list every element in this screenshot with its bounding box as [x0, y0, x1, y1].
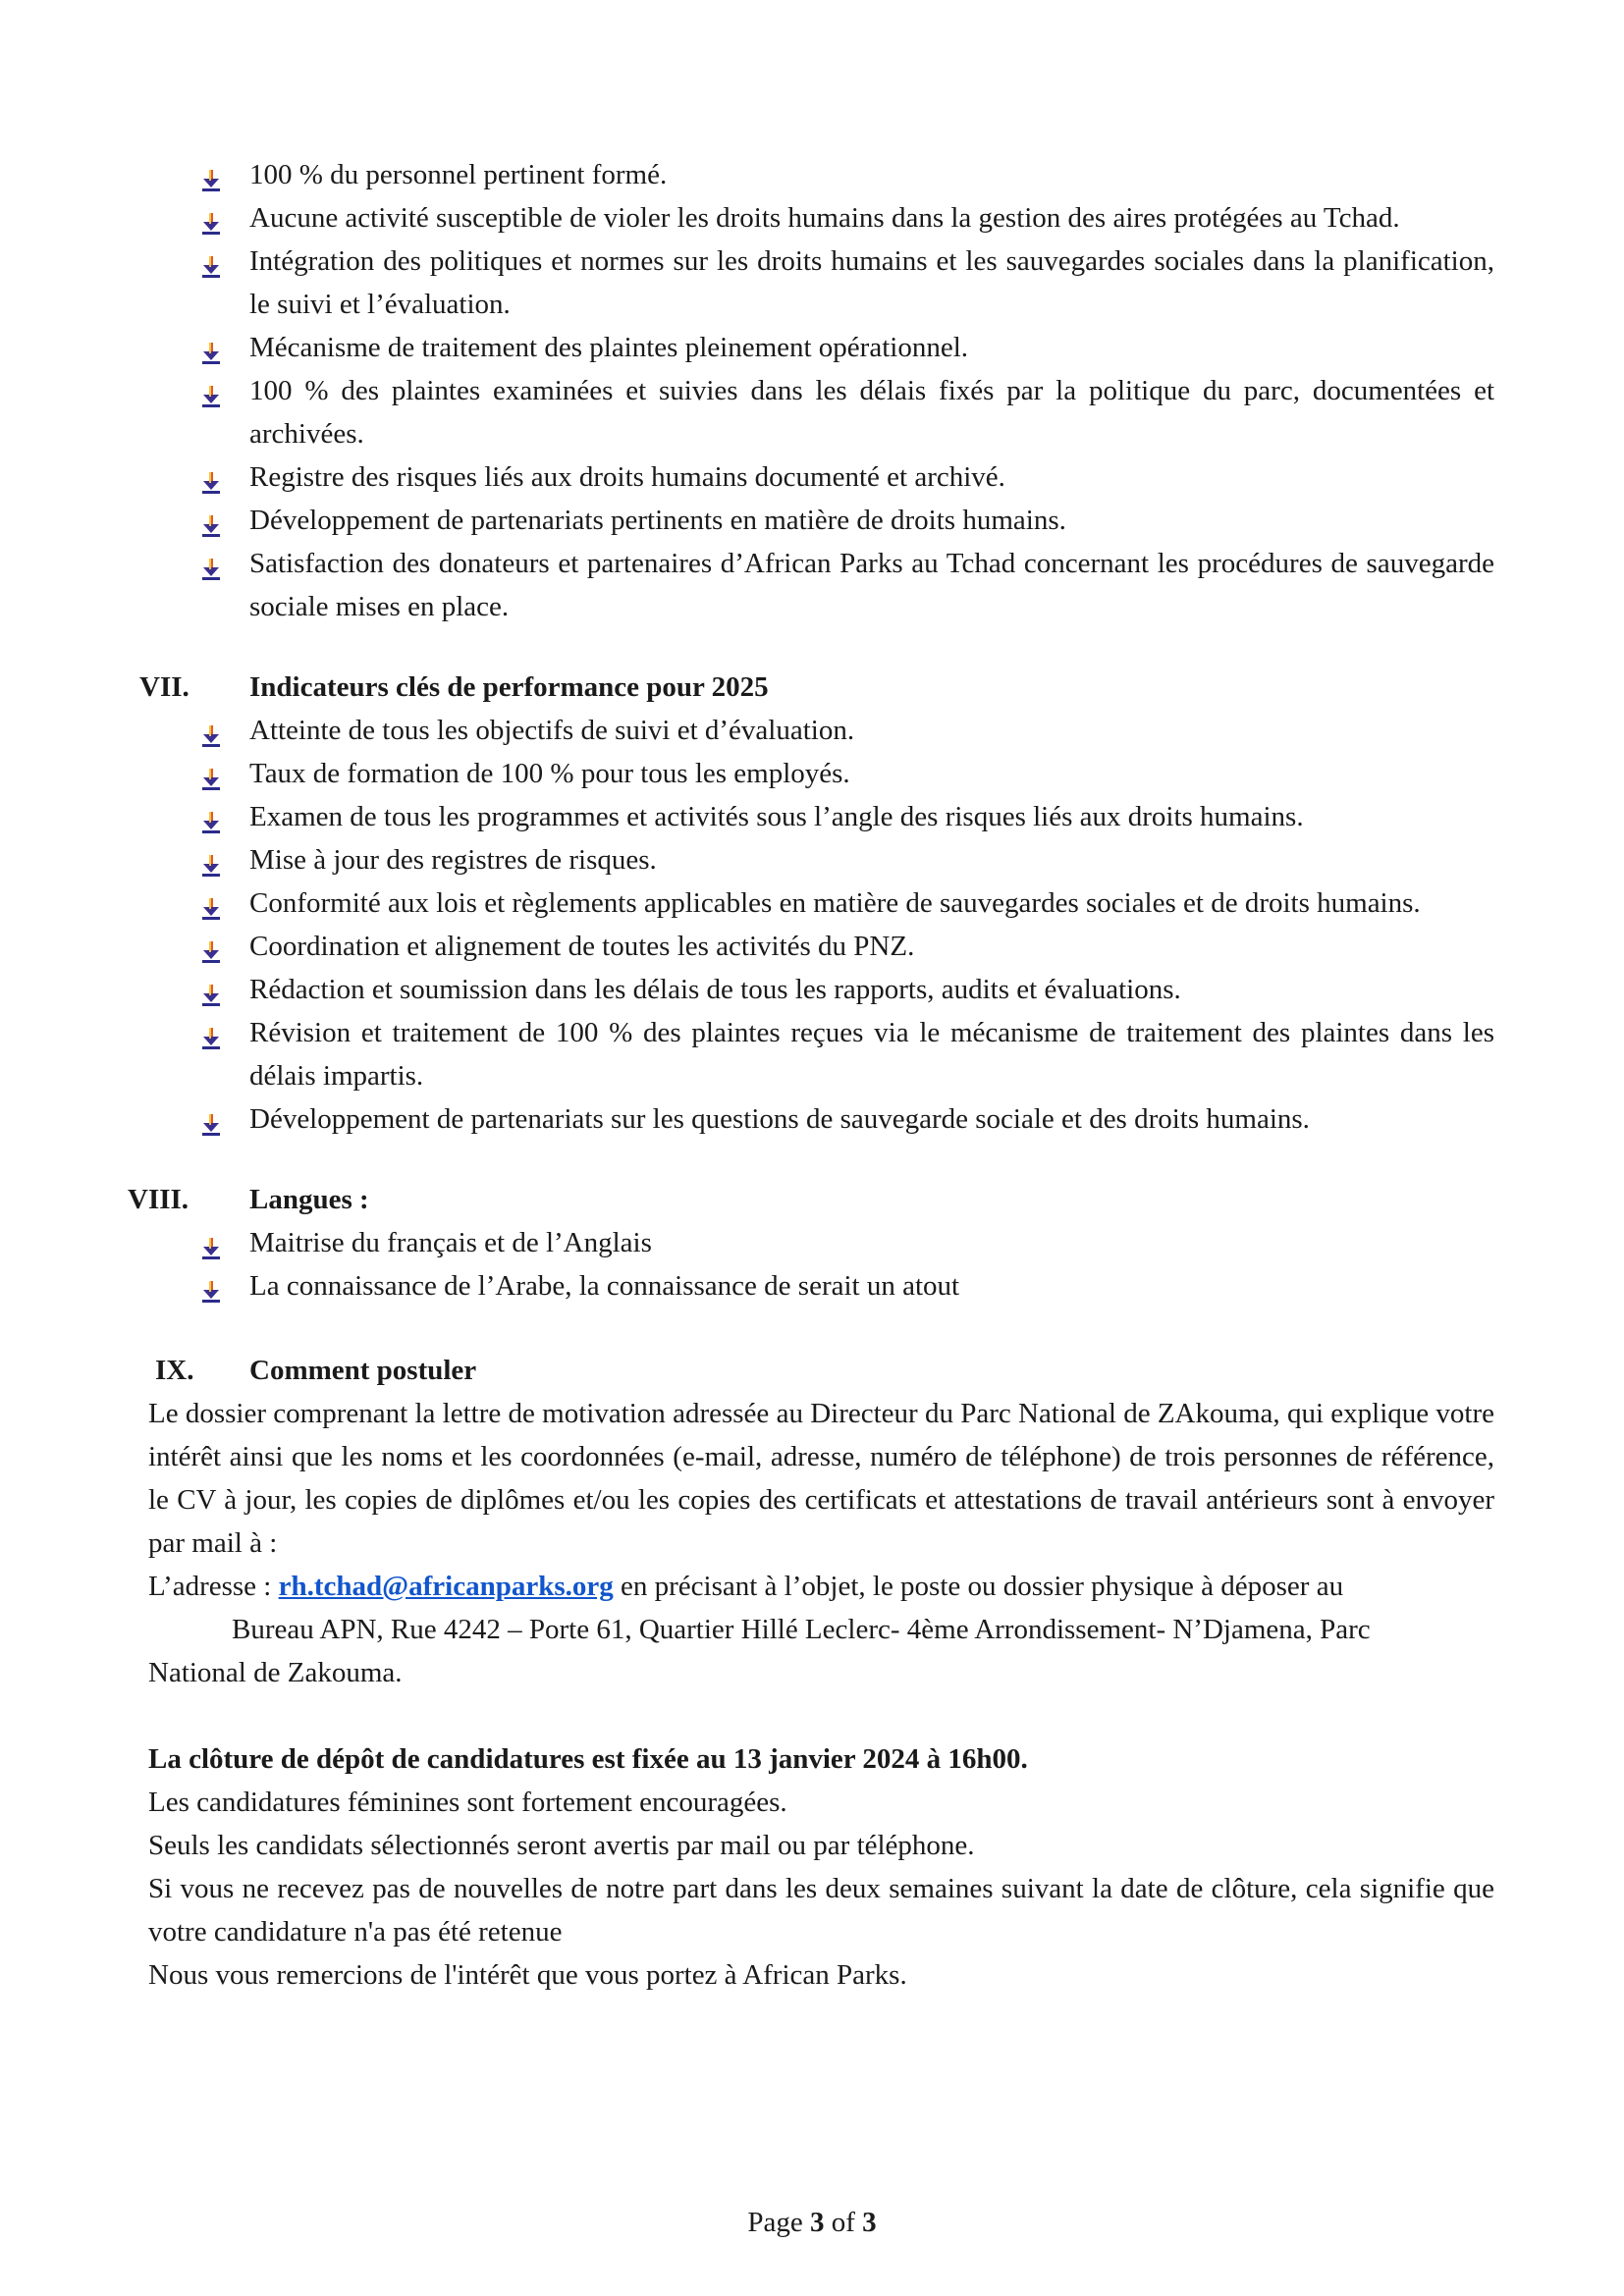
bullet-item: [200, 838, 1494, 881]
section-viii-heading: [0, 1178, 1624, 1221]
arrow-down-bullet-icon: [200, 847, 222, 871]
bullet-item: [200, 326, 1494, 369]
bullet-item: [200, 968, 1494, 1011]
page-word: Page: [747, 2207, 803, 2238]
women-encouraged-note: Les candidatures féminines sont fortement encouragées.: [148, 1787, 787, 1818]
section-title: Langues :: [249, 1184, 369, 1215]
section-viii-bullet-list: [200, 1221, 1494, 1308]
bullet-text: Développement de partenariats sur les questions de sauvegarde sociale et des droits humains.: [249, 1103, 1310, 1135]
page-footer: [0, 2203, 1624, 2242]
current-page-number: 3: [809, 2207, 825, 2238]
total-pages-number: 3: [862, 2207, 877, 2238]
section-number: VIII.: [128, 1184, 189, 1215]
arrow-down-bullet-icon: [200, 1230, 222, 1254]
no-news-note: Si vous ne recevez pas de nouvelles de notre part dans les deux semaines suivant la date de clôture, cela signifie que votre candidature n'a pas été retenue: [148, 1873, 1494, 1948]
bullet-text: 100 % des plaintes examinées et suivies dans les délais fixés par la politique du parc, documentées et archivées.: [249, 375, 1494, 450]
bullet-item: [200, 499, 1494, 542]
bullet-text: Registre des risques liés aux droits humains documenté et archivé.: [249, 461, 1005, 493]
bullet-text: La connaissance de l’Arabe, la connaissance de serait un atout: [249, 1270, 960, 1302]
section-number: IX.: [155, 1355, 194, 1386]
arrow-down-bullet-icon: [200, 1020, 222, 1043]
bullet-text: Maitrise du français et de l’Anglais: [249, 1227, 652, 1258]
bullet-text: Taux de formation de 100 % pour tous les employés.: [249, 758, 850, 789]
arrow-down-bullet-icon: [200, 977, 222, 1000]
bullet-item: [200, 1264, 1494, 1308]
bullet-item: [200, 1011, 1494, 1097]
bullet-item: [200, 1097, 1494, 1141]
bullet-text: Mécanisme de traitement des plaintes pleinement opérationnel.: [249, 332, 968, 363]
bullet-item: [200, 153, 1494, 196]
bullet-item: [200, 196, 1494, 240]
address-line: [148, 1565, 1343, 1608]
section-ix-heading: [0, 1349, 1624, 1392]
arrow-down-bullet-icon: [200, 1273, 222, 1297]
bullet-item: [200, 925, 1494, 968]
arrow-down-bullet-icon: [200, 378, 222, 401]
arrow-down-bullet-icon: [200, 507, 222, 531]
section-title: Indicateurs clés de performance pour 2025: [249, 671, 769, 703]
arrow-down-bullet-icon: [200, 335, 222, 358]
arrow-down-bullet-icon: [200, 804, 222, 828]
bullet-text: Rédaction et soumission dans les délais de tous les rapports, audits et évaluations.: [249, 974, 1181, 1005]
bullet-item: [200, 542, 1494, 628]
address-after-text: en précisant à l’objet, le poste ou dossier physique à déposer au: [613, 1571, 1344, 1602]
section-title: Comment postuler: [249, 1355, 477, 1386]
of-word: of: [831, 2207, 855, 2238]
arrow-down-bullet-icon: [200, 934, 222, 957]
selected-candidates-note: Seuls les candidats sélectionnés seront avertis par mail ou par téléphone.: [148, 1830, 975, 1861]
address-label: L’adresse :: [148, 1571, 272, 1602]
arrow-down-bullet-icon: [200, 248, 222, 272]
bullet-text: 100 % du personnel pertinent formé.: [249, 159, 668, 190]
section-vii-bullet-list: [200, 709, 1494, 1141]
bullet-item: [200, 240, 1494, 326]
office-address-line-2: National de Zakouma.: [148, 1657, 403, 1688]
arrow-down-bullet-icon: [200, 718, 222, 741]
arrow-down-bullet-icon: [200, 890, 222, 914]
bullet-item: [200, 752, 1494, 795]
section-vii-heading: [0, 666, 1624, 709]
bullet-item: [200, 709, 1494, 752]
arrow-down-bullet-icon: [200, 551, 222, 574]
thank-you-note: Nous vous remercions de l'intérêt que vous portez à African Parks.: [148, 1959, 907, 1991]
bullet-text: Intégration des politiques et normes sur les droits humains et les sauvegardes sociales dans la planification, le suivi et l’évaluation.: [249, 245, 1494, 320]
bullet-text: Atteinte de tous les objectifs de suivi et d’évaluation.: [249, 715, 855, 746]
arrow-down-bullet-icon: [200, 1106, 222, 1130]
section-vi-bullet-list: [200, 153, 1494, 628]
bullet-text: Conformité aux lois et règlements applicables en matière de sauvegardes sociales et de droits humains.: [249, 887, 1421, 919]
bullet-text: Aucune activité susceptible de violer les droits humains dans la gestion des aires protégées au Tchad.: [249, 202, 1400, 234]
bullet-text: Développement de partenariats pertinents en matière de droits humains.: [249, 505, 1066, 536]
bullet-text: Examen de tous les programmes et activités sous l’angle des risques liés aux droits humains.: [249, 801, 1304, 832]
bullet-item: [200, 881, 1494, 925]
arrow-down-bullet-icon: [200, 464, 222, 488]
bullet-item: [200, 369, 1494, 455]
section-number: VII.: [139, 671, 189, 703]
application-instructions: Le dossier comprenant la lettre de motivation adressée au Directeur du Parc National de ZAkouma, qui explique votre intérêt ainsi que les noms et les coordonnées (e-mail, adresse, numéro de téléphone) de trois personnes de référence, le CV à jour, les copies de diplômes et/ou les copies des certificats et attestations de travail antérieurs sont à envoyer par mail à :: [148, 1398, 1494, 1559]
bullet-text: Satisfaction des donateurs et partenaires d’African Parks au Tchad concernant les procédures de sauvegarde sociale mises en place.: [249, 548, 1494, 622]
bullet-text: Mise à jour des registres de risques.: [249, 844, 657, 876]
arrow-down-bullet-icon: [200, 162, 222, 186]
arrow-down-bullet-icon: [200, 761, 222, 784]
email-link[interactable]: rh.tchad@africanparks.org: [278, 1571, 614, 1602]
arrow-down-bullet-icon: [200, 205, 222, 229]
bullet-item: [200, 1221, 1494, 1264]
bullet-item: [200, 795, 1494, 838]
bullet-text: Coordination et alignement de toutes les activités du PNZ.: [249, 931, 915, 962]
bullet-item: [200, 455, 1494, 499]
bullet-text: Révision et traitement de 100 % des plaintes reçues via le mécanisme de traitement des plaintes dans les délais impartis.: [249, 1017, 1494, 1092]
office-address-line-1: Bureau APN, Rue 4242 – Porte 61, Quartier Hillé Leclerc- 4ème Arrondissement- N’Djamena, Parc: [232, 1614, 1371, 1645]
deadline-notice: La clôture de dépôt de candidatures est fixée au 13 janvier 2024 à 16h00.: [148, 1743, 1028, 1775]
